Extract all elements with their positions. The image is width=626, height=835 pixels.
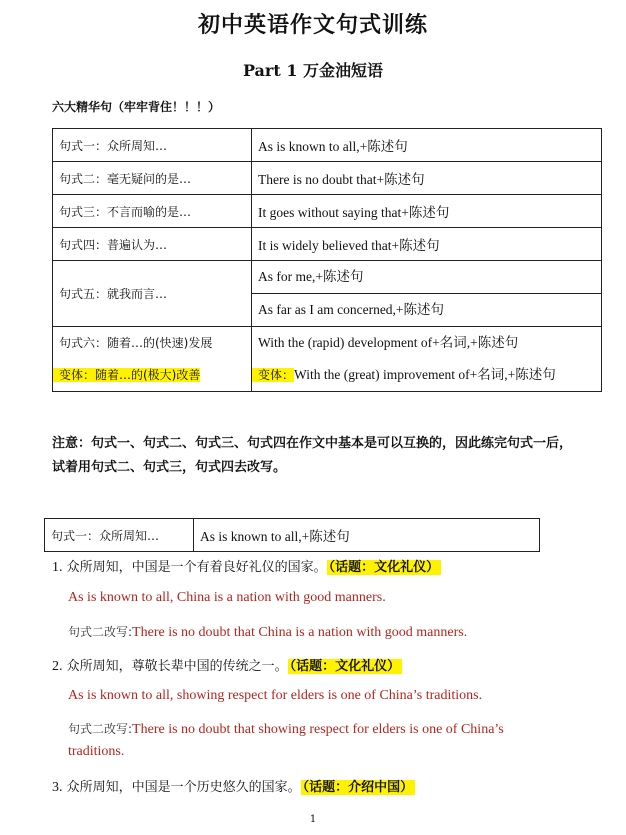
table-cell-left: 句式五：就我而言… — [53, 261, 252, 327]
exercise-number: 3. — [52, 780, 63, 795]
page-number: 1 — [309, 814, 317, 825]
rewrite-text: There is no doubt that showing respect for elders is one of China’s — [132, 722, 504, 737]
phrase-table — [52, 128, 602, 392]
exercise-answer: As is known to all, China is a nation with good manners. — [68, 590, 386, 605]
table-cell-left: 句式一：众所周知… — [53, 129, 252, 162]
part-heading: Part 1 万金油短语 — [242, 61, 384, 80]
exercise-text: 众所周知，尊敬长辈中国的传统之一。 — [66, 659, 288, 674]
table-cell-left: 句式三：不言而喻的是… — [53, 195, 252, 228]
exercise-number: 1. — [52, 560, 63, 575]
variant-highlight-left: 变体：随着…的(极大)改善 — [53, 368, 200, 382]
table-cell-right: There is no doubt that+陈述句 — [252, 162, 602, 195]
exercise-text: 众所周知，中国是一个有着良好礼仪的国家。 — [66, 560, 327, 575]
table-row — [45, 519, 540, 552]
table-cell-right-stack — [252, 261, 602, 327]
table-cell-left-a: 句式六：随着…的(快速)发展 — [59, 336, 213, 350]
table-row — [53, 228, 602, 261]
table-row — [53, 195, 602, 228]
table-cell-right-a: With the (rapid) development of+名词,+陈述句 — [258, 335, 519, 350]
table-row — [53, 162, 602, 195]
exercise-item — [52, 556, 441, 576]
table-cell-left: 句式一：众所周知… — [45, 519, 194, 552]
table-cell-right: As is known to all,+陈述句 — [252, 129, 602, 162]
variant-highlight-label: 变体： — [252, 368, 294, 382]
table-cell-right-b: With the (great) improvement of+名词,+陈述句 — [294, 367, 556, 382]
topic-tag: （话题：介绍中国） — [302, 780, 414, 795]
note-paragraph: 注意：句式一、句式二、句式三、句式四在作文中基本是可以互换的，因此练完句式一后，试着用句式二、句式三，句式四去改写。 — [52, 436, 573, 475]
rewrite-text: There is no doubt that China is a nation with good manners. — [132, 625, 468, 640]
exercise-item — [52, 776, 415, 796]
table-cell-right-b: As far as I am concerned,+陈述句 — [258, 302, 445, 317]
exercise-number: 2. — [52, 659, 63, 674]
table-cell-right: It goes without saying that+陈述句 — [252, 195, 602, 228]
table-cell-right-a: As for me,+陈述句 — [258, 269, 364, 284]
phrase-table-small — [44, 518, 540, 552]
table-cell-left-stack — [53, 327, 252, 392]
rewrite-label: 句式二改写: — [68, 722, 133, 736]
exercise-rewrite — [68, 623, 467, 641]
exercise-text: 众所周知，中国是一个历史悠久的国家。 — [66, 780, 301, 795]
table-row — [53, 327, 602, 392]
exercise-rewrite-continued: traditions. — [68, 744, 125, 759]
table-cell-left: 句式四：普遍认为… — [53, 228, 252, 261]
section-subheading: 六大精华句（牢牢背住！！！） — [52, 100, 221, 114]
exercise-rewrite — [68, 720, 504, 738]
table-row — [53, 129, 602, 162]
rewrite-label: 句式二改写: — [68, 625, 133, 639]
table-cell-right-stack — [252, 327, 602, 392]
exercise-answer: As is known to all, showing respect for elders is one of China’s traditions. — [68, 688, 483, 703]
table-cell-right: As is known to all,+陈述句 — [194, 519, 540, 552]
topic-tag: （话题：文化礼仪） — [328, 560, 440, 575]
document-title: 初中英语作文句式训练 — [197, 12, 428, 38]
exercise-item — [52, 655, 402, 675]
table-cell-right: It is widely believed that+陈述句 — [252, 228, 602, 261]
table-cell-left: 句式二：毫无疑问的是… — [53, 162, 252, 195]
topic-tag: （话题：文化礼仪） — [289, 659, 401, 674]
table-row — [53, 261, 602, 327]
